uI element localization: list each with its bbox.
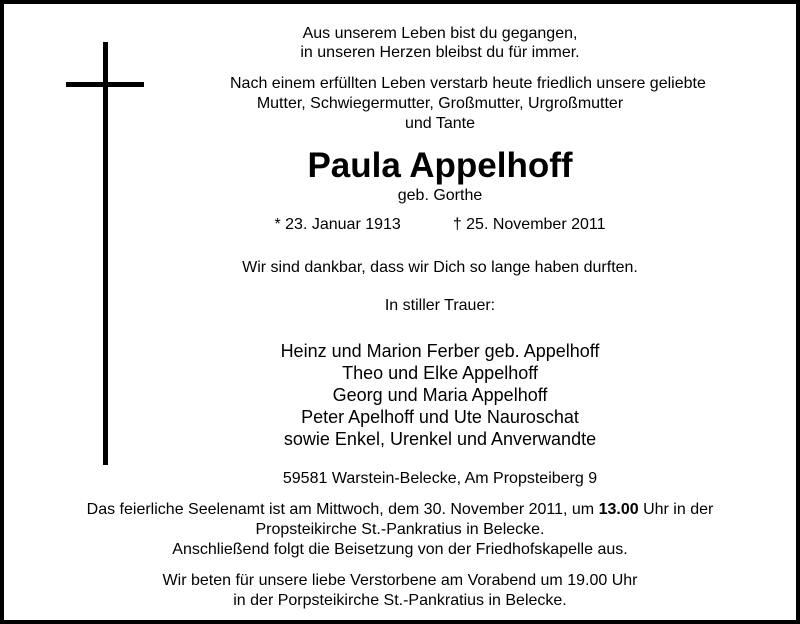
intro-line-2: in unseren Herzen bleibst du für immer.	[300, 44, 580, 61]
address: 59581 Warstein-Belecke, Am Propsteiberg 9	[282, 470, 598, 487]
service-line-2: Propsteikirche St.-Pankratius in Belecke.	[255, 521, 545, 538]
gratitude-text: Wir sind dankbar, dass wir Dich so lange haben durften.	[242, 259, 638, 276]
family-line-4: Peter Apelhoff und Ute Nauroschat	[301, 407, 579, 427]
prayer-line-1: Wir beten für unsere liebe Verstorbene am Vorabend um 19.00 Uhr	[162, 572, 638, 589]
prayer-line-2: in der Porpsteikirche St.-Pankratius in Belecke.	[233, 592, 567, 609]
family-line-5: sowie Enkel, Urenkel und Anverwandte	[283, 429, 597, 449]
service-text: Das feierliche Seelenamt ist am Mittwoch, dem 30. November 2011, um	[86, 501, 599, 518]
maiden-name: geb. Gorthe	[397, 187, 483, 204]
announcement-line-3: und Tante	[405, 115, 475, 132]
announcement-line-2: Mutter, Schwiegermutter, Großmutter, Urgroßmutter	[256, 95, 624, 112]
family-line-1: Heinz und Marion Ferber geb. Appelhoff	[280, 341, 600, 361]
cross-icon-vertical	[103, 42, 108, 465]
life-dates	[230, 215, 650, 235]
cross-icon-horizontal	[66, 82, 144, 87]
birth-date: * 23. Januar 1913	[274, 216, 401, 233]
announcement-line-1: Nach einem erfüllten Leben verstarb heute friedlich unsere geliebte	[230, 75, 706, 92]
deceased-name: Paula Appelhoff	[307, 146, 573, 185]
service-text-end: Uhr in der	[638, 501, 714, 518]
mourning-heading: In stiller Trauer:	[384, 297, 496, 314]
family-line-2: Theo und Elke Appelhoff	[342, 363, 538, 383]
service-time: 13.00	[598, 501, 639, 518]
intro-line-1: Aus unserem Leben bist du gegangen,	[302, 25, 578, 42]
service-line-1	[0, 500, 800, 520]
death-date: † 25. November 2011	[452, 216, 606, 233]
family-line-3: Georg und Maria Appelhoff	[332, 385, 548, 405]
service-line-3: Anschließend folgt die Beisetzung von der Friedhofskapelle aus.	[172, 541, 628, 558]
